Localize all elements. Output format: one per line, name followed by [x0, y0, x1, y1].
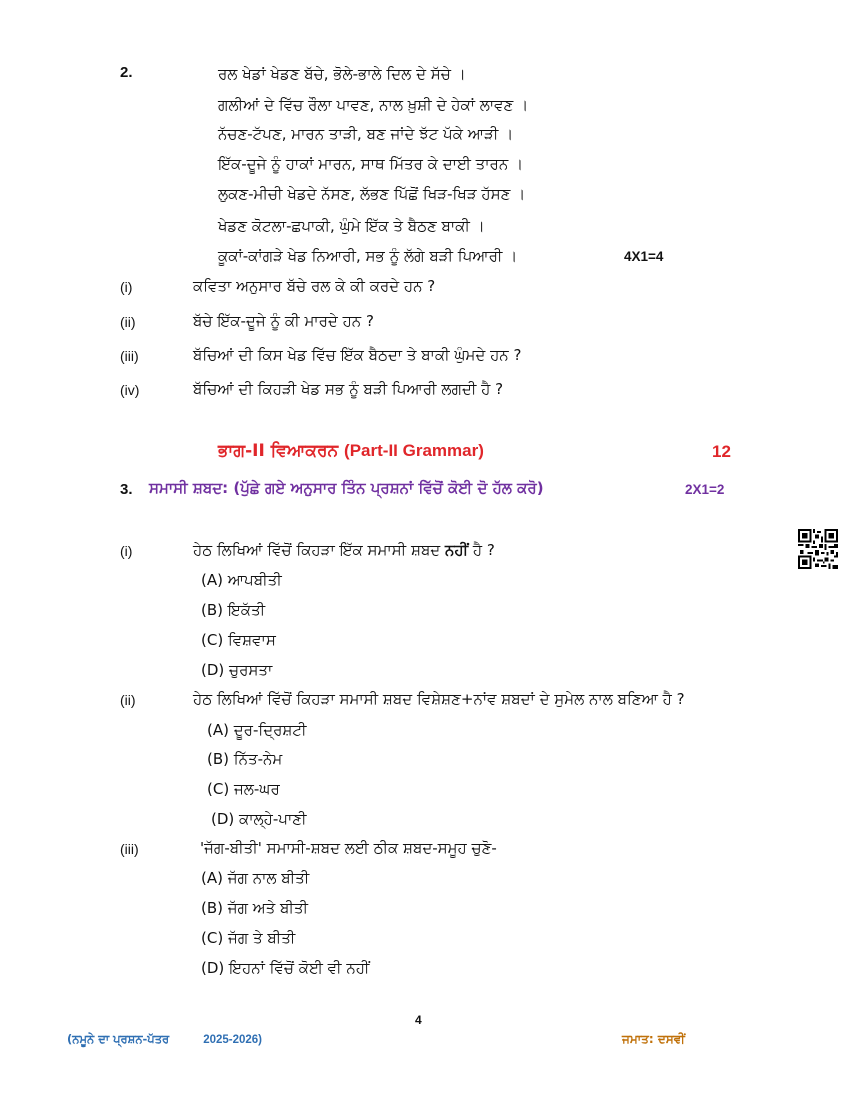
- question-2-marks: 4X1=4: [624, 249, 664, 264]
- question-3-number: 3.: [120, 481, 133, 498]
- q3-item-1-text: [193, 540, 495, 560]
- subquestion-number: (iv): [120, 382, 140, 398]
- poem-line-2: ਗਲੀਆਂ ਦੇ ਵਿੱਚ ਰੌਲਾ ਪਾਵਣ, ਨਾਲ ਖ਼ੁਸ਼ੀ ਦੇ ਹੇਕਾਂ ਲਾਵਣ ।: [218, 96, 529, 114]
- section-title-punjabi: ਭਾਗ-II ਵਿਆਕਰਨ: [218, 441, 339, 461]
- q3-item-3-text: 'ਜੱਗ-ਬੀਤੀ' ਸਮਾਸੀ-ਸ਼ਬਦ ਲਈ ਠੀਕ ਸ਼ਬਦ-ਸਮੂਹ ਚੁਣੋ-: [200, 839, 497, 857]
- qr-code-icon: [798, 529, 838, 569]
- q3-item-2-text: ਹੇਠ ਲਿਖਿਆਂ ਵਿੱਚੋਂ ਕਿਹੜਾ ਸਮਾਸੀ ਸ਼ਬਦ ਵਿਸ਼ੇਸ਼ਣ+ਨਾਂਵ ਸ਼ਬਦਾਂ ਦੇ ਸੁਮੇਲ ਨਾਲ ਬਣਿਆ ਹੈ ?: [193, 690, 685, 708]
- q3-item-1-text-end: ਹੈ ?: [468, 541, 495, 559]
- option-d: (D) ਕਾਲ੍ਹੇ-ਪਾਣੀ: [211, 810, 307, 828]
- poem-line-7: ਕੂਕਾਂ-ਕਾਂਗੜੇ ਖੇਡ ਨਿਆਰੀ, ਸਭ ਨੂੰ ਲੱਗੇ ਬੜੀ ਪਿਆਰੀ ।: [218, 247, 518, 265]
- subquestion-number: (i): [120, 279, 133, 295]
- section-title-english: (Part-II Grammar): [344, 441, 484, 460]
- subquestion-text: ਕਵਿਤਾ ਅਨੁਸਾਰ ਬੱਚੇ ਰਲ ਕੇ ਕੀ ਕਰਦੇ ਹਨ ?: [193, 277, 436, 295]
- poem-line-1: ਰਲ ਖੇਡਾਂ ਖੇਡਣ ਬੱਚੇ, ਭੋਲੇ-ਭਾਲੇ ਦਿਲ ਦੇ ਸੱਚੇ ।: [218, 65, 466, 83]
- option-a: (A) ਆਪਬੀਤੀ: [201, 571, 282, 589]
- option-c: (C) ਜਲ-ਘਰ: [207, 780, 280, 798]
- option-c: (C) ਜੱਗ ਤੇ ਬੀਤੀ: [201, 929, 296, 947]
- question-3-heading: ਸਮਾਸੀ ਸ਼ਬਦ: (ਪੁੱਛੇ ਗਏ ਅਨੁਸਾਰ ਤਿੰਨ ਪ੍ਰਸ਼ਨਾਂ ਵਿੱਚੋਂ ਕੋਈ ਦੋ ਹੱਲ ਕਰੋ): [149, 479, 544, 497]
- poem-line-5: ਲੁਕਣ-ਮੀਚੀ ਖੇਡਦੇ ਨੱਸਣ, ਲੱਭਣ ਪਿੱਛੋਂ ਖਿੜ-ਖਿੜ ਹੱਸਣ ।: [218, 185, 526, 203]
- option-d: (D) ਚੁਰਸਤਾ: [201, 661, 273, 679]
- q3-item-1-text-start: ਹੇਠ ਲਿਖਿਆਂ ਵਿੱਚੋਂ ਕਿਹੜਾ ਇੱਕ ਸਮਾਸੀ ਸ਼ਬਦ: [193, 541, 446, 559]
- subquestion-text: ਬੱਚੇ ਇੱਕ-ਦੂਜੇ ਨੂੰ ਕੀ ਮਾਰਦੇ ਹਨ ?: [193, 312, 374, 330]
- question-3-marks: 2X1=2: [685, 482, 725, 497]
- option-b: (B) ਨਿੱਤ-ਨੇਮ: [207, 750, 283, 768]
- footer-class: ਜਮਾਤ: ਦਸਵੀਂ: [622, 1032, 685, 1046]
- section-marks: 12: [712, 442, 731, 461]
- poem-line-6: ਖੇਡਣ ਕੋਟਲਾ-ਛਪਾਕੀ, ਘੁੰਮੇ ਇੱਕ ਤੇ ਬੈਠਣ ਬਾਕੀ ।: [218, 217, 485, 235]
- poem-line-4: ਇੱਕ-ਦੂਜੇ ਨੂੰ ਹਾਕਾਂ ਮਾਰਨ, ਸਾਥ ਮਿੱਤਰ ਕੇ ਦਾਈ ਤਾਰਨ ।: [218, 155, 524, 173]
- poem-line-3: ਨੱਚਣ-ਟੱਪਣ, ਮਾਰਨ ਤਾੜੀ, ਬਣ ਜਾਂਦੇ ਝੱਟ ਪੱਕੇ ਆੜੀ ।: [218, 125, 514, 143]
- section-heading: [218, 441, 484, 461]
- footer-paper-type: (ਨਮੂਨੇ ਦਾ ਪ੍ਰਸ਼ਨ-ਪੱਤਰ: [67, 1032, 170, 1046]
- subquestion-text: ਬੱਚਿਆਂ ਦੀ ਕਿਹੜੀ ਖੇਡ ਸਭ ਨੂੰ ਬੜੀ ਪਿਆਰੀ ਲਗਦੀ ਹੈ ?: [193, 380, 504, 398]
- footer-left: [67, 1032, 262, 1047]
- option-a: (A) ਜੱਗ ਨਾਲ ਬੀਤੀ: [201, 869, 310, 887]
- option-b: (B) ਇਕੱਤੀ: [201, 601, 266, 619]
- q3-item-1-emphasis: ਨਹੀਂ: [445, 541, 469, 559]
- page-number: 4: [415, 1013, 422, 1027]
- subquestion-text: ਬੱਚਿਆਂ ਦੀ ਕਿਸ ਖੇਡ ਵਿੱਚ ਇੱਕ ਬੈਠਦਾ ਤੇ ਬਾਕੀ ਘੁੰਮਦੇ ਹਨ ?: [193, 346, 522, 364]
- option-d: (D) ਇਹਨਾਂ ਵਿੱਚੋਂ ਕੋਈ ਵੀ ਨਹੀਂ: [201, 959, 370, 977]
- q3-item-number: (i): [120, 543, 133, 559]
- question-2-number: 2.: [120, 64, 133, 81]
- option-b: (B) ਜੱਗ ਅਤੇ ਬੀਤੀ: [201, 899, 309, 917]
- subquestion-number: (ii): [120, 314, 136, 330]
- q3-item-number: (ii): [120, 692, 136, 708]
- option-a: (A) ਦੂਰ-ਦ੍ਰਿਸ਼ਟੀ: [207, 721, 307, 739]
- option-c: (C) ਵਿਸ਼ਵਾਸ: [201, 631, 276, 649]
- q3-item-number: (iii): [120, 841, 139, 857]
- subquestion-number: (iii): [120, 348, 139, 364]
- footer-year: 2025-2026): [203, 1034, 263, 1046]
